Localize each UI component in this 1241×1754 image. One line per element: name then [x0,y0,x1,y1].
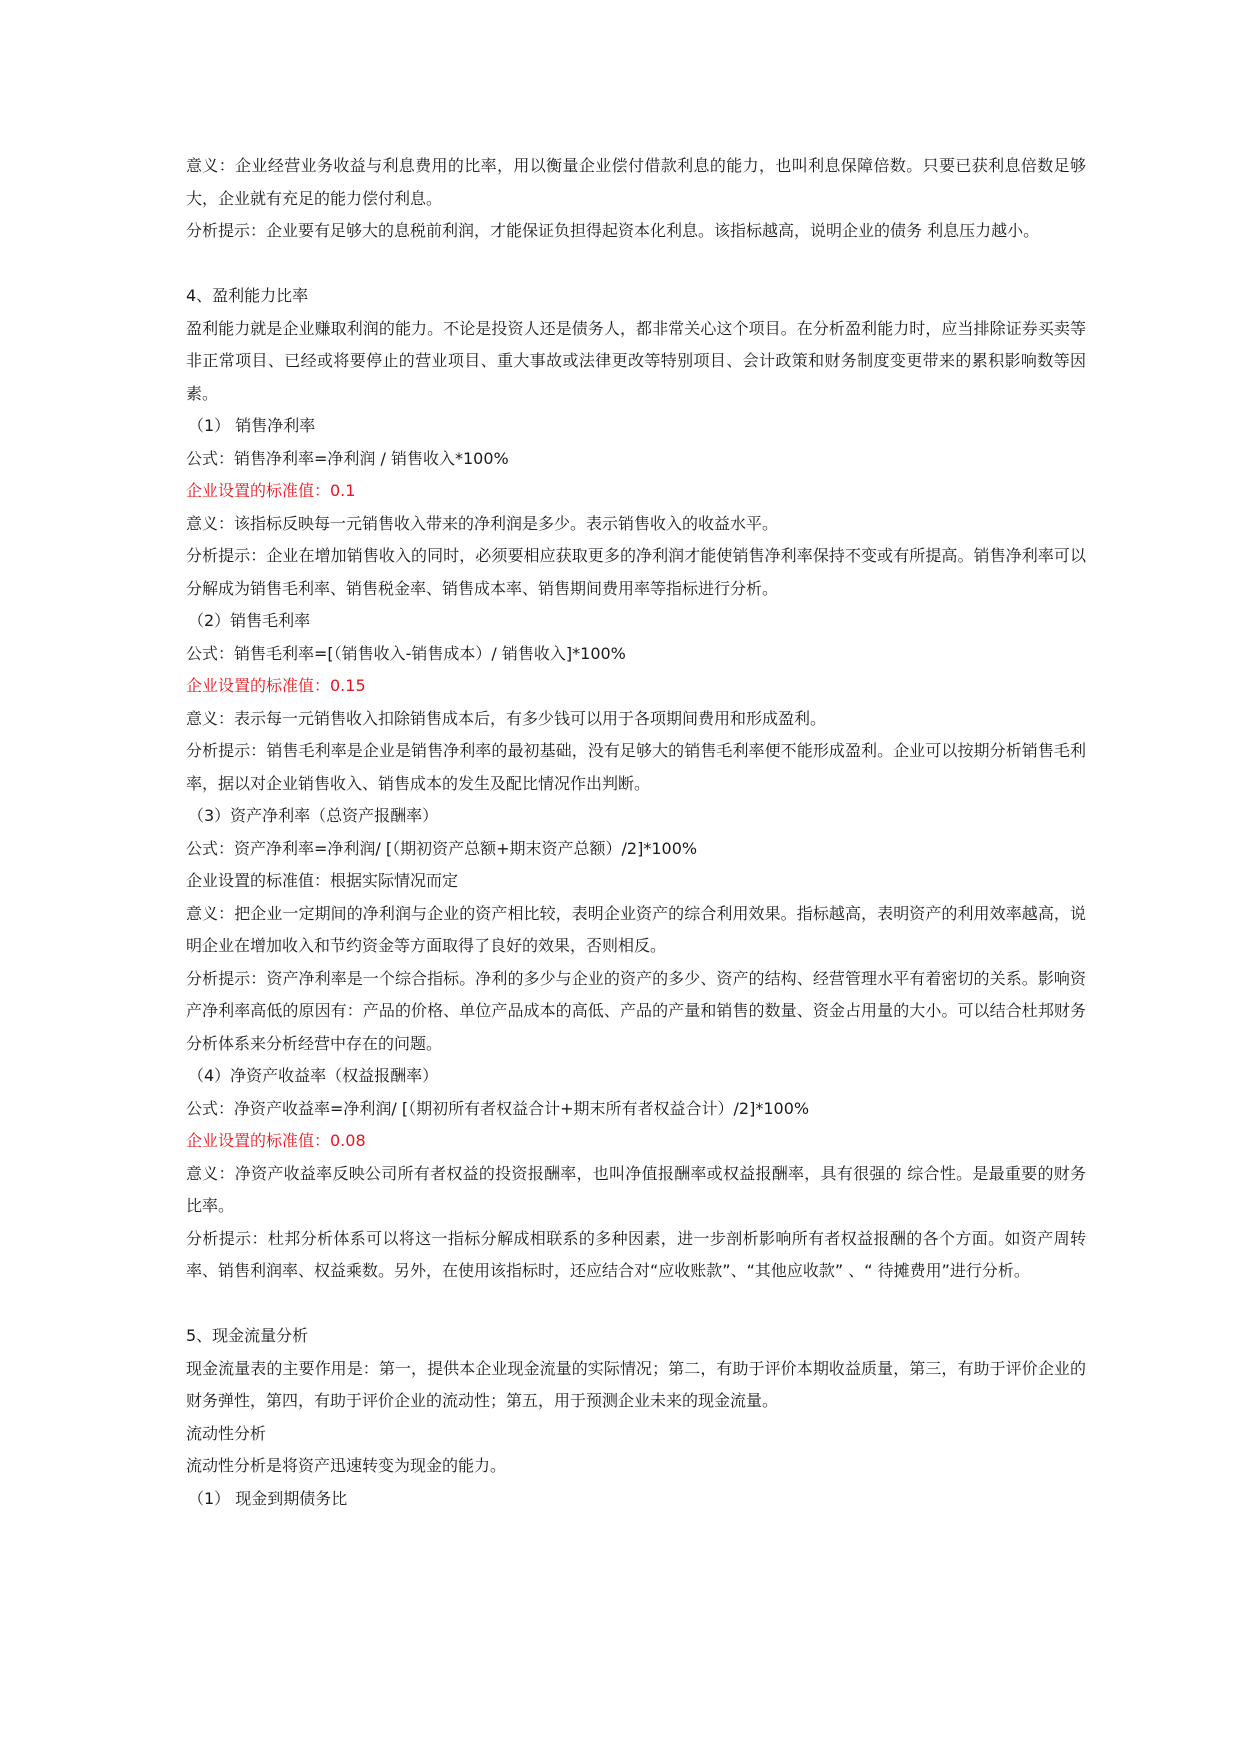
interest-coverage-hint: 分析提示：企业要有足够大的息税前利润，才能保证负担得起资本化利息。该指标越高，说明企业的债务 利息压力越小。 [186,221,1040,240]
item2-hint: 分析提示：销售毛利率是企业是销售净利率的最初基础，没有足够大的销售毛利率便不能形成盈利。企业可以按期分析销售毛利率，据以对企业销售收入、销售成本的发生及配比情况作出判断。 [186,741,1086,793]
document-page [186,150,1086,1515]
section5-item1-title: （1） 现金到期债务比 [188,1488,348,1508]
item4-standard: 企业设置的标准值：0.08 [186,1131,366,1150]
item1-standard: 企业设置的标准值：0.1 [186,481,356,500]
item4-title: （4）净资产收益率（权益报酬率） [188,1066,439,1085]
item4-formula: 公式：净资产收益率=净利润/ [（期初所有者权益合计+期末所有者权益合计）/2]*100% [186,1098,810,1118]
item2-standard: 企业设置的标准值：0.15 [186,676,366,695]
section5-intro: 现金流量表的主要作用是：第一，提供本企业现金流量的实际情况；第二，有助于评价本期收益质量，第三，有助于评价企业的财务弹性，第四，有助于评价企业的流动性；第五，用于预测企业未来的现金流量。 [186,1358,1086,1410]
item2-formula: 公式：销售毛利率=[（销售收入-销售成本）/ 销售收入]*100% [186,643,626,663]
item2-title: （2）销售毛利率 [188,611,311,630]
item3-meaning: 意义：把企业一定期间的净利润与企业的资产相比较，表明企业资产的综合利用效果。指标越高，表明资产的利用效率越高，说明企业在增加收入和节约资金等方面取得了良好的效果，否则相反。 [186,903,1086,955]
section5-heading: 5、现金流量分析 [186,1326,309,1345]
liquidity-title: 流动性分析 [186,1423,267,1443]
liquidity-text: 流动性分析是将资产迅速转变为现金的能力。 [186,1456,507,1475]
section4-heading: 4、盈利能力比率 [186,286,309,305]
item2-meaning: 意义：表示每一元销售收入扣除销售成本后，有多少钱可以用于各项期间费用和形成盈利。 [186,708,827,728]
spacer [186,1288,1086,1321]
item3-formula: 公式：资产净利率=净利润/ [（期初资产总额+期末资产总额）/2]*100% [186,838,698,858]
item1-meaning: 意义：该指标反映每一元销售收入带来的净利润是多少。表示销售收入的收益水平。 [186,513,779,533]
item1-formula: 公式：销售净利率=净利润 / 销售收入*100% [186,448,509,468]
item3-standard: 企业设置的标准值：根据实际情况而定 [186,871,459,890]
item4-meaning: 意义：净资产收益率反映公司所有者权益的投资报酬率，也叫净值报酬率或权益报酬率，具有很强的 综合性。是最重要的财务比率。 [186,1163,1086,1215]
interest-coverage-meaning: 意义：企业经营业务收益与利息费用的比率，用以衡量企业偿付借款利息的能力，也叫利息保障倍数。只要已获利息倍数足够大，企业就有充足的能力偿付利息。 [186,156,1086,208]
item3-hint: 分析提示：资产净利率是一个综合指标。净利的多少与企业的资产的多少、资产的结构、经营管理水平有着密切的关系。影响资产净利率高低的原因有：产品的价格、单位产品成本的高低、产品的产量和销售的数量、资金占用量的大小。可以结合杜邦财务分析体系来分析经营中存在的问题。 [186,968,1086,1053]
spacer [186,248,1086,281]
item1-title: （1） 销售净利率 [188,416,316,435]
section4-intro: 盈利能力就是企业赚取利润的能力。不论是投资人还是债务人，都非常关心这个项目。在分析盈利能力时，应当排除证券买卖等非正常项目、已经或将要停止的营业项目、重大事故或法律更改等特别项目、会计政策和财务制度变更带来的累积影响数等因素。 [186,318,1086,403]
item4-hint: 分析提示：杜邦分析体系可以将这一指标分解成相联系的多种因素，进一步剖析影响所有者权益报酬的各个方面。如资产周转率、销售利润率、权益乘数。另外，在使用该指标时，还应结合对“应收账款”、“其他应收款” 、“ 待摊费用”进行分析。 [186,1228,1086,1280]
item3-title: （3）资产净利率（总资产报酬率） [188,806,439,825]
item1-hint: 分析提示：企业在增加销售收入的同时，必须要相应获取更多的净利润才能使销售净利率保持不变或有所提高。销售净利率可以分解成为销售毛利率、销售税金率、销售成本率、销售期间费用率等指标进行分析。 [186,546,1086,598]
